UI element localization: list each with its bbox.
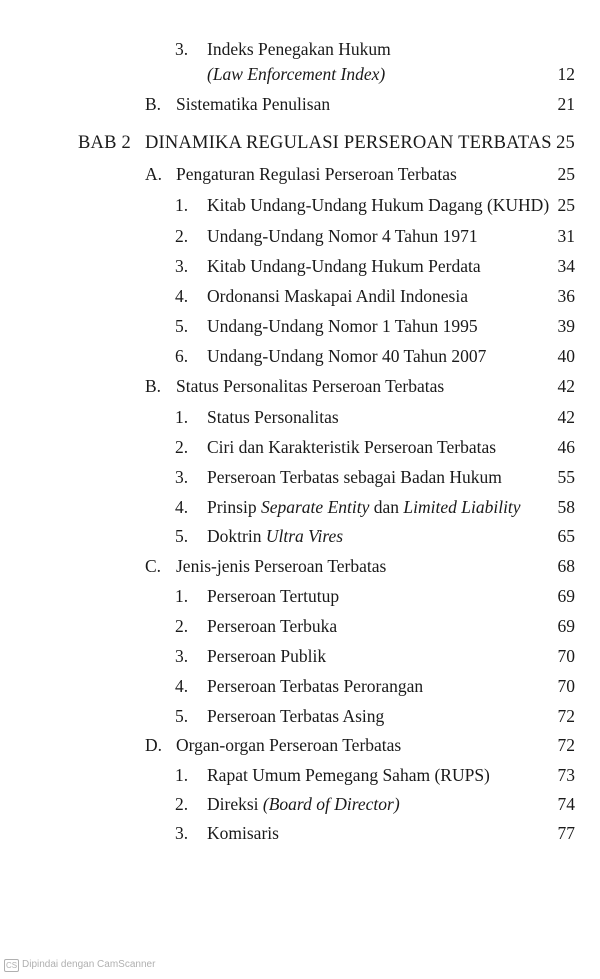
toc-entry — [0, 465, 600, 489]
entry-title-part: Direksi — [207, 794, 263, 814]
section-letter: B. — [145, 376, 162, 396]
section-letter: B. — [145, 94, 162, 114]
section-page: 68 — [557, 556, 575, 576]
entry-page: 46 — [557, 437, 575, 457]
toc-entry — [0, 495, 600, 519]
entry-title-part: dan — [369, 497, 404, 517]
toc-entry — [0, 614, 600, 638]
chapter-title: DINAMIKA REGULASI PERSEROAN TERBATAS — [145, 133, 552, 153]
entry-title: Rapat Umum Pemegang Saham (RUPS) — [207, 765, 490, 785]
entry-title: Kitab Undang-Undang Hukum Perdata — [207, 256, 481, 276]
toc-entry — [0, 314, 600, 338]
entry-number: 6. — [175, 346, 189, 366]
toc-entry-continuation — [0, 62, 600, 86]
entry-number: 2. — [175, 794, 189, 814]
toc-section — [0, 374, 600, 398]
section-title: Sistematika Penulisan — [176, 94, 331, 114]
entry-number: 5. — [175, 706, 189, 726]
toc-entry — [0, 284, 600, 308]
entry-title: Ciri dan Karakteristik Perseroan Terbatas — [207, 437, 497, 457]
chapter-number: BAB 2 — [78, 133, 131, 153]
entry-page: 42 — [557, 407, 575, 427]
entry-title — [207, 495, 521, 519]
entry-page: 31 — [557, 226, 575, 246]
entry-title-part: Prinsip — [207, 497, 261, 517]
entry-page: 36 — [557, 286, 575, 306]
toc-entry — [0, 763, 600, 787]
toc-entry — [0, 704, 600, 728]
entry-number: 1. — [175, 586, 189, 606]
entry-page: 12 — [557, 64, 575, 84]
entry-page: 69 — [557, 586, 575, 606]
entry-number: 1. — [175, 195, 189, 215]
watermark-text: Dipindai dengan CamScanner — [22, 959, 156, 970]
toc-entry — [0, 405, 600, 429]
entry-page: 40 — [557, 346, 575, 366]
entry-title: Perseroan Terbatas Asing — [207, 706, 385, 726]
entry-title: Status Personalitas — [207, 407, 339, 427]
entry-page: 34 — [557, 256, 575, 276]
section-letter: C. — [145, 556, 162, 576]
entry-title: Indeks Penegakan Hukum — [207, 39, 391, 59]
entry-title: Perseroan Terbatas sebagai Badan Hukum — [207, 467, 502, 487]
entry-number: 2. — [175, 437, 189, 457]
entry-title-part: Doktrin — [207, 526, 266, 546]
toc-section — [0, 92, 600, 116]
entry-number: 2. — [175, 226, 189, 246]
entry-title: Undang-Undang Nomor 40 Tahun 2007 — [207, 346, 487, 366]
entry-number: 3. — [175, 467, 189, 487]
entry-number: 5. — [175, 316, 189, 336]
toc-entry — [0, 584, 600, 608]
entry-number: 3. — [175, 39, 189, 59]
toc-entry — [0, 344, 600, 368]
entry-title-italic: Limited Liability — [403, 497, 521, 517]
entry-title: Kitab Undang-Undang Hukum Dagang (KUHD) — [207, 195, 550, 215]
section-letter: D. — [145, 735, 163, 755]
entry-title: Perseroan Tertutup — [207, 586, 340, 606]
entry-title: Ordonansi Maskapai Andil Indonesia — [207, 286, 468, 306]
section-page: 21 — [557, 94, 575, 114]
entry-number: 4. — [175, 286, 189, 306]
entry-subtitle: (Law Enforcement Index) — [207, 64, 386, 84]
section-title: Status Personalitas Perseroan Terbatas — [176, 376, 445, 396]
entry-page: 55 — [557, 467, 575, 487]
entry-page: 25 — [557, 195, 575, 215]
section-letter: A. — [145, 164, 163, 184]
entry-page: 72 — [557, 706, 575, 726]
toc-entry — [0, 674, 600, 698]
section-title: Pengaturan Regulasi Perseroan Terbatas — [176, 164, 457, 184]
entry-page: 74 — [557, 794, 575, 814]
entry-page: 39 — [557, 316, 575, 336]
toc-entry — [0, 435, 600, 459]
entry-number: 3. — [175, 256, 189, 276]
section-page: 42 — [557, 376, 575, 396]
entry-number: 5. — [175, 526, 189, 546]
entry-number: 3. — [175, 646, 189, 666]
section-title: Organ-organ Perseroan Terbatas — [176, 735, 402, 755]
toc-entry — [0, 254, 600, 278]
scanner-watermark — [4, 957, 155, 973]
toc-section — [0, 162, 600, 186]
section-page: 25 — [557, 164, 575, 184]
toc-entry — [0, 644, 600, 668]
entry-title: Komisaris — [207, 823, 279, 843]
toc-section — [0, 554, 600, 578]
entry-title: Undang-Undang Nomor 4 Tahun 1971 — [207, 226, 478, 246]
entry-title-italic: (Board of Director) — [262, 794, 400, 814]
entry-title: Perseroan Terbatas Perorangan — [207, 676, 424, 696]
entry-page: 58 — [557, 497, 575, 517]
section-page: 72 — [557, 735, 575, 755]
entry-page: 69 — [557, 616, 575, 636]
entry-page: 70 — [557, 676, 575, 696]
entry-page: 77 — [557, 823, 575, 843]
entry-number: 4. — [175, 676, 189, 696]
camscanner-logo: CS — [5, 960, 18, 970]
toc-entry — [0, 224, 600, 248]
entry-page: 70 — [557, 646, 575, 666]
toc-entry — [0, 792, 600, 816]
section-title: Jenis-jenis Perseroan Terbatas — [176, 556, 387, 576]
entry-title — [207, 524, 343, 548]
entry-number: 3. — [175, 823, 189, 843]
entry-number: 1. — [175, 407, 189, 427]
toc-entry — [0, 524, 600, 548]
entry-title-italic: Separate Entity — [260, 497, 370, 517]
entry-title: Undang-Undang Nomor 1 Tahun 1995 — [207, 316, 478, 336]
entry-title: Perseroan Terbuka — [207, 616, 338, 636]
entry-title-italic: Ultra Vires — [265, 526, 344, 546]
entry-number: 4. — [175, 497, 189, 517]
toc-entry — [0, 193, 600, 217]
entry-page: 73 — [557, 765, 575, 785]
entry-page: 65 — [557, 526, 575, 546]
toc-entry — [0, 37, 600, 61]
toc-chapter — [0, 131, 600, 155]
entry-title — [207, 792, 400, 816]
entry-number: 2. — [175, 616, 189, 636]
entry-title: Perseroan Publik — [207, 646, 327, 666]
entry-number: 1. — [175, 765, 189, 785]
chapter-page: 25 — [556, 133, 575, 153]
toc-section — [0, 733, 600, 757]
toc-entry — [0, 821, 600, 845]
